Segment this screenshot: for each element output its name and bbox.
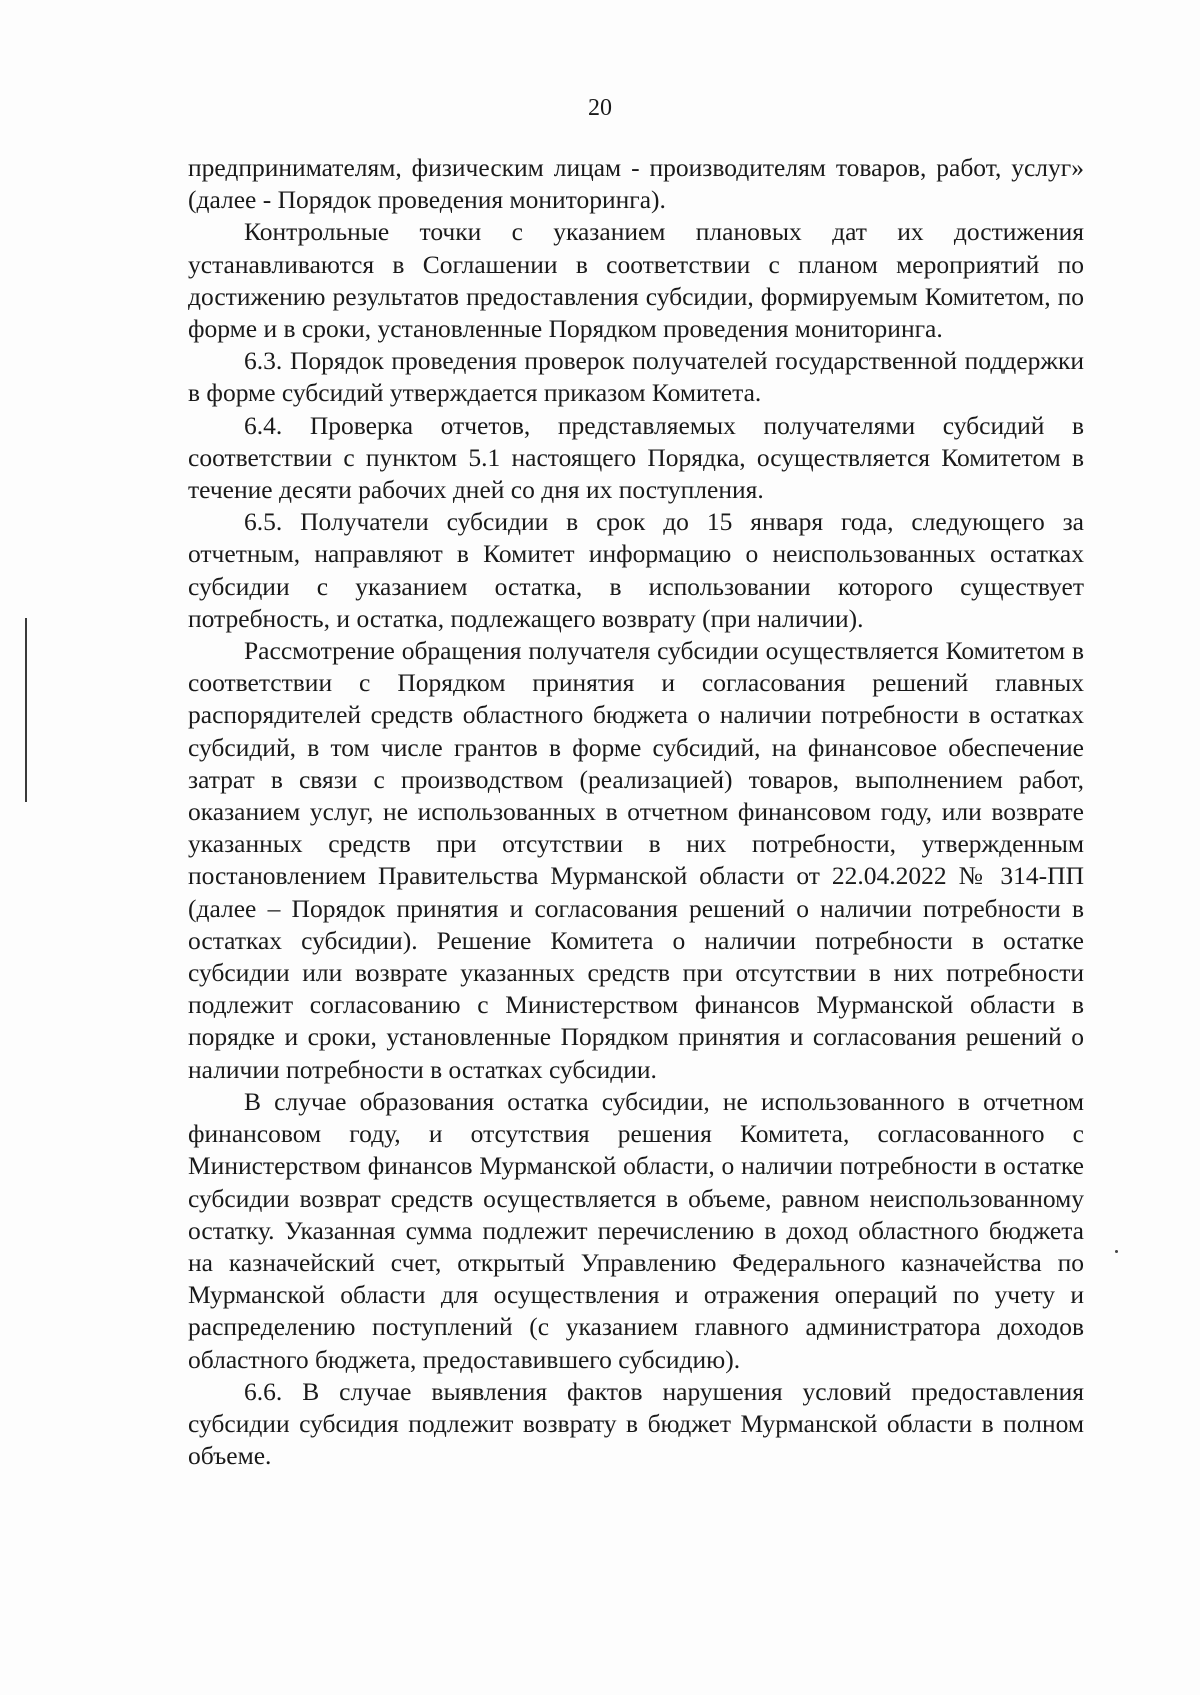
- paragraph-unused-balance: В случае образования остатка субсидии, не использованного в отчетном финансовом году, и отсутствия решения Комитета, согласованного с Министерством финансов Мурманской области, о наличии потребности в остатке субсидии возврат средств осуществляется в объеме, равном неиспользованному остатку. Указанная сумма подлежит перечислению в доход областного бюджета на казначейский счет, открытый Управлению Федерального казначейства по Мурманской области для осуществления и отражения операций по учету и распределению поступлений (с указанием главного администратора доходов областного бюджета, предоставившего субсидию).: [188, 1086, 1084, 1374]
- scan-speck: [1115, 1250, 1118, 1253]
- scan-edge-mark: [25, 618, 27, 802]
- paragraph-6-5: 6.5. Получатели субсидии в срок до 15 января года, следующего за отчетным, направляют в Комитет информацию о неиспользованных остатках субсидии с указанием остатка, в использовании которого существует потребность, и остатка, подлежащего возврату (при наличии).: [188, 507, 1084, 633]
- paragraph-review-request: Рассмотрение обращения получателя субсидии осуществляется Комитетом в соответствии с Порядком принятия и согласования решений главных распорядителей средств областного бюджета о наличии потребности в остатках субсидий, в том числе грантов в форме субсидий, на финансовое обеспечение затрат в связи с производством (реализацией) товаров, выполнением работ, оказанием услуг, не использованных в отчетном финансовом году, или возврате указанных средств при отсутствии в них потребности, утвержденным постановлением Правительства Мурманской области от 22.04.2022 № 314-ПП (далее – Порядок принятия и согласования решений о наличии потребности в остатках субсидии). Решение Комитета о наличии потребности в остатке субсидии или возврате указанных средств при отсутствии в них потребности подлежит согласованию с Министерством финансов Мурманской области в порядке и сроки, установленные Порядком принятия и согласования решений о наличии потребности в остатках субсидии.: [188, 636, 1084, 1084]
- paragraph-6-6: 6.6. В случае выявления фактов нарушения условий предоставления субсидии субсидия подлежит возврату в бюджет Мурманской области в полном объеме.: [188, 1376, 1084, 1471]
- paragraph-control-points: Контрольные точки с указанием плановых дат их достижения устанавливаются в Соглашении в соответствии с планом мероприятий по достижению результатов предоставления субсидии, формируемым Комитетом, по форме и в сроки, установленные Порядком проведения мониторинга.: [188, 217, 1084, 344]
- paragraph-6-4: 6.4. Проверка отчетов, представляемых получателями субсидий в соответствии с пунктом 5.1 настоящего Порядка, осуществляется Комитетом в течение десяти рабочих дней со дня их поступления.: [188, 410, 1084, 505]
- paragraph-6-3: 6.3. Порядок проведения проверок получателей государственной поддержки в форме субсидий утверждается приказом Комитета.: [188, 346, 1084, 408]
- page-number: 20: [588, 95, 612, 121]
- paragraph-continuation: предпринимателям, физическим лицам - производителям товаров, работ, услуг» (далее - Порядок проведения мониторинга).: [188, 153, 1084, 215]
- document-body: [188, 152, 1084, 1472]
